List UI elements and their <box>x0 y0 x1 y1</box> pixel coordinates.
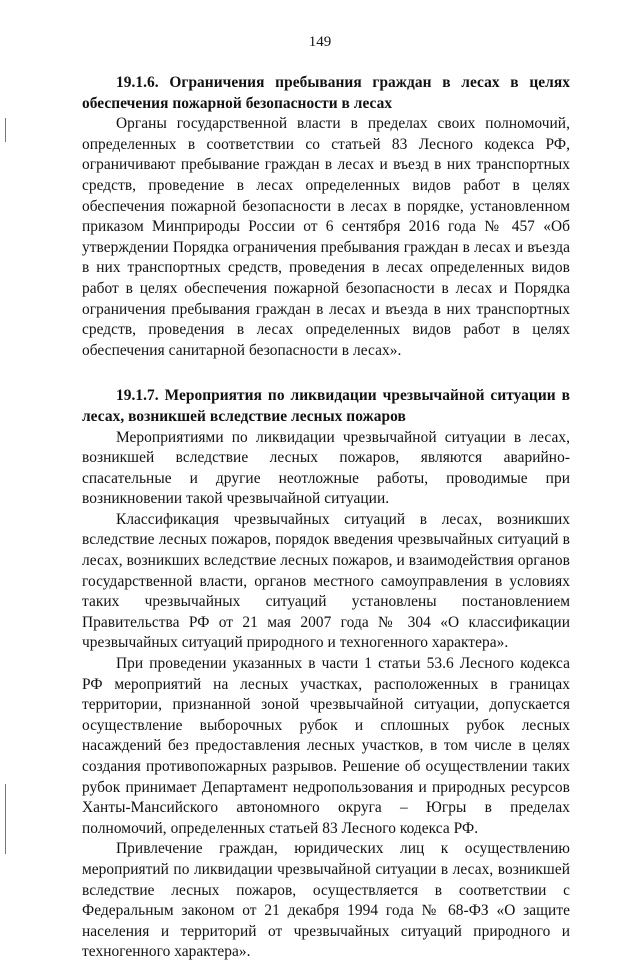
paragraph: Классификация чрезвычайных ситуаций в лесах, возникших вследствие лесных пожаров, порядок введения чрезвычайных ситуаций в лесах, возникших вследствие лесных пожаров, и взаимодействия органов государственной власти, органов местного самоуправления в условиях таких чрезвычайных ситуаций установлены постановлением Правительства РФ от 21 мая 2007 года № 304 «О классификации чрезвычайных ситуаций природного и техногенного характера». <box>82 510 570 652</box>
section-19-1-6 <box>82 73 570 361</box>
document-body <box>82 73 570 963</box>
section-heading: 19.1.6. Ограничения пребывания граждан в лесах в целях обеспечения пожарной безопасности в лесах <box>82 74 570 112</box>
section-19-1-7 <box>82 386 570 963</box>
page-number: 149 <box>308 34 332 50</box>
paragraph: Органы государственной власти в пределах своих полномочий, определенных в соответствии со статьей 83 Лесного кодекса РФ, ограничивают пребывание граждан в лесах и въезд в них транспортных средств, проведение в лесах определенных видов работ в целях обеспечения пожарной безопасности в лесах в порядке, установленном приказом Минприроды России от 6 сентября 2016 года № 457 «Об утверждении Порядка ограничения пребывания граждан в лесах и въезда в них транспортных средств, проведения в лесах определенных видов работ в целях обеспечения пожарной безопасности в лесах и Порядка ограничения пребывания граждан в лесах и въезда в них транспортных средств, проведения в лесах определенных видов работ в целях обеспечения санитарной безопасности в лесах». <box>82 115 570 359</box>
paragraph: При проведении указанных в части 1 статьи 53.6 Лесного кодекса РФ мероприятий на лесных участках, расположенных в границах территории, признанной зоной чрезвычайной ситуации, допускается осуществление выборочных рубок и сплошных рубок лесных насаждений без предоставления лесных участков, в том числе в целях создания противопожарных разрывов. Решение об осуществлении таких рубок принимает Департамент недропользования и природных ресурсов Ханты-Мансийского автономного округа – Югры в пределах полномочий, определенных статьей 83 Лесного кодекса РФ. <box>82 655 570 837</box>
section-spacer <box>82 361 570 386</box>
scan-margin-mark <box>5 784 6 854</box>
paragraph: Привлечение граждан, юридических лиц к осуществлению мероприятий по ликвидации чрезвычайной ситуации в лесах, возникшей вследствие лесных пожаров, осуществляется в соответствии с Федеральным законом от 21 декабря 1994 года № 68-ФЗ «О защите населения и территорий от чрезвычайных ситуаций природного и техногенного характера». <box>82 840 570 961</box>
scan-margin-mark <box>5 118 6 142</box>
paragraph: Мероприятиями по ликвидации чрезвычайной ситуации в лесах, возникшей вследствие лесных пожаров, являются аварийно-спасательные и другие неотложные работы, проводимые при возникновении такой чрезвычайной ситуации. <box>82 428 570 508</box>
section-heading: 19.1.7. Мероприятия по ликвидации чрезвычайной ситуации в лесах, возникшей вследствие лесных пожаров <box>82 387 570 425</box>
